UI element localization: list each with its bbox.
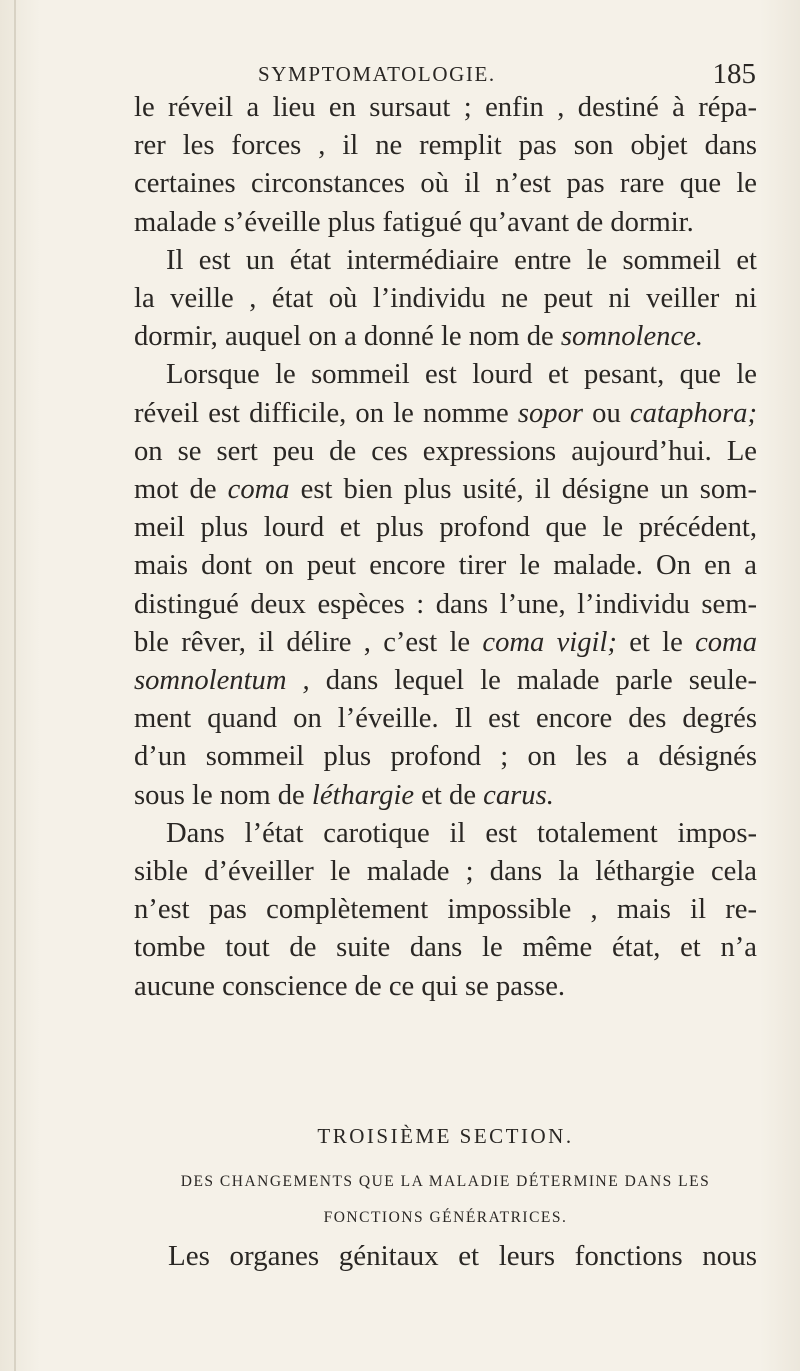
italic-term: somnolentum , bbox=[134, 665, 310, 697]
text-line: sible d’éveiller le malade ; dans la léthargie cela bbox=[134, 856, 757, 888]
text-segment: réveil est difficile, on le nomme bbox=[134, 397, 518, 429]
final-text-line: Les organes génitaux et leurs fonctions nous bbox=[168, 1240, 757, 1272]
running-title: SYMPTOMATOLOGIE. bbox=[258, 62, 496, 86]
section-subtitle bbox=[134, 1164, 757, 1236]
italic-term: somnolence. bbox=[560, 321, 703, 353]
text-segment: et le bbox=[616, 626, 696, 658]
text-segment: dans lequel le malade parle seule- bbox=[309, 665, 758, 697]
section-subtitle-line: FONCTIONS GÉNÉRATRICES. bbox=[323, 1209, 568, 1226]
page-number: 185 bbox=[712, 58, 756, 90]
paragraph-1 bbox=[134, 89, 757, 242]
italic-term: coma vigil; bbox=[482, 626, 617, 658]
text-line bbox=[134, 395, 757, 433]
text-line bbox=[134, 318, 757, 356]
text-line: malade s’éveille plus fatigué qu’avant de dormir. bbox=[134, 206, 694, 238]
text-line bbox=[134, 662, 757, 700]
text-line: n’est pas complètement impossible , mais il re- bbox=[134, 894, 757, 926]
paragraph-2 bbox=[134, 242, 757, 357]
text-line: d’un sommeil plus profond ; on les a désignés bbox=[134, 741, 757, 773]
paragraph-3 bbox=[134, 356, 757, 814]
text-line: distingué deux espèces : dans l’une, l’individu sem- bbox=[134, 588, 757, 620]
text-line: mais dont on peut encore tirer le malade. On en a bbox=[134, 550, 757, 582]
text-line: Dans l’état carotique il est totalement impos- bbox=[166, 817, 757, 849]
text-line: certaines circonstances où il n’est pas rare que le bbox=[134, 168, 757, 200]
italic-term: cataphora; bbox=[629, 397, 757, 429]
text-line: ment quand on l’éveille. Il est encore des degrés bbox=[134, 703, 757, 735]
text-segment: est bien plus usité, il désigne un som- bbox=[289, 474, 757, 506]
text-line: meil plus lourd et plus profond que le précédent, bbox=[134, 512, 757, 544]
text-segment: dormir, auquel on a donné le nom de bbox=[134, 321, 561, 353]
text-line: Lorsque le sommeil est lourd et pesant, que le bbox=[166, 359, 757, 391]
text-line bbox=[134, 777, 757, 815]
text-segment: mot de bbox=[134, 474, 228, 506]
text-line bbox=[134, 471, 757, 509]
section-subtitle-line: DES CHANGEMENTS QUE LA MALADIE DÉTERMINE DANS LES bbox=[180, 1173, 711, 1190]
text-line bbox=[134, 624, 757, 662]
italic-term: coma bbox=[227, 474, 290, 506]
text-segment: ble rêver, il délire , c’est le bbox=[134, 626, 483, 658]
text-line: Il est un état intermédiaire entre le sommeil et bbox=[166, 244, 757, 276]
text-segment: ou bbox=[583, 397, 630, 429]
text-line: rer les forces , il ne remplit pas son objet dans bbox=[134, 130, 757, 162]
paragraph-4 bbox=[134, 815, 757, 1006]
text-line: on se sert peu de ces expressions aujourd’hui. Le bbox=[134, 435, 757, 467]
page-edge-divider bbox=[14, 0, 16, 1371]
italic-term: carus. bbox=[483, 779, 554, 811]
italic-term: coma bbox=[695, 626, 757, 658]
text-segment: et de bbox=[414, 779, 484, 811]
body-text bbox=[134, 89, 757, 1006]
italic-term: léthargie bbox=[311, 779, 415, 811]
italic-term: sopor bbox=[517, 397, 584, 429]
text-segment: sous le nom de bbox=[134, 779, 312, 811]
text-line: la veille , état où l’individu ne peut ni veiller ni bbox=[134, 283, 757, 315]
section-title: TROISIÈME SECTION. bbox=[317, 1124, 574, 1148]
text-line: le réveil a lieu en sursaut ; enfin , destiné à répa- bbox=[134, 92, 757, 123]
text-line: aucune conscience de ce qui se passe. bbox=[134, 970, 566, 1002]
text-line: tombe tout de suite dans le même état, et n’a bbox=[134, 932, 757, 964]
